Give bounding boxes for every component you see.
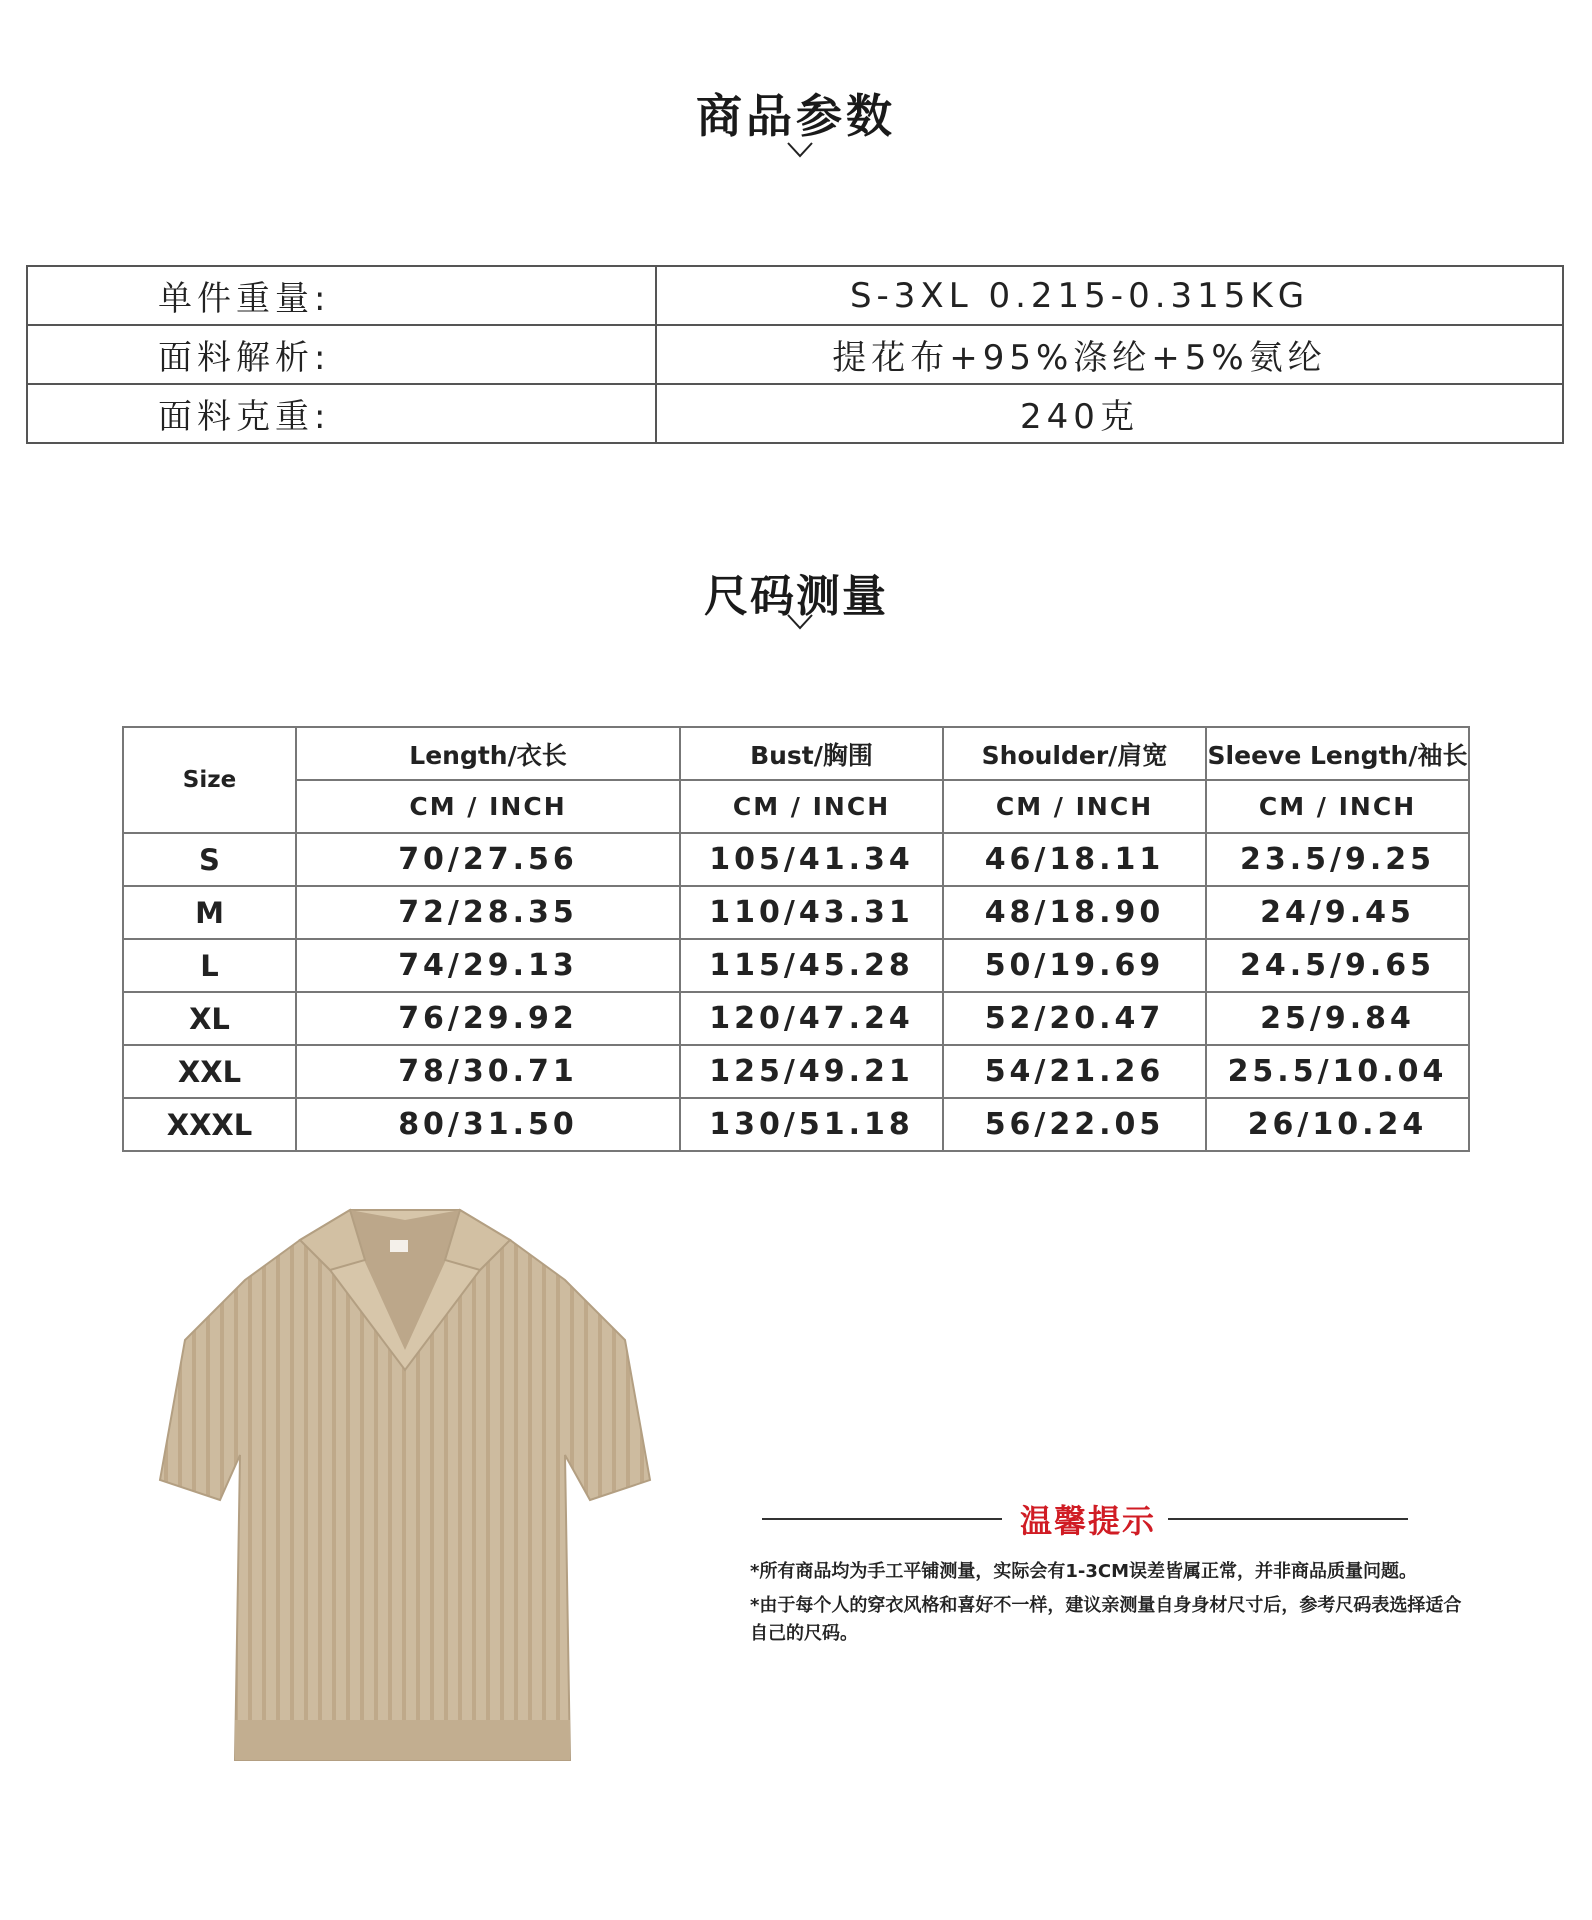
params-row bbox=[27, 266, 1563, 325]
chevron-down-icon bbox=[786, 612, 814, 640]
params-title: 商品参数 bbox=[696, 89, 896, 143]
table-cell: 54/21.26 bbox=[943, 1045, 1206, 1098]
table-cell: 52/20.47 bbox=[943, 992, 1206, 1045]
table-cell: 24.5/9.65 bbox=[1206, 939, 1469, 992]
table-cell: 24/9.45 bbox=[1206, 886, 1469, 939]
unit-label: CM / INCH bbox=[943, 780, 1206, 833]
params-table bbox=[26, 265, 1564, 444]
table-row bbox=[123, 886, 1469, 939]
unit-label: CM / INCH bbox=[680, 780, 943, 833]
tips-title: 温馨提示 bbox=[1020, 1502, 1157, 1540]
size-chart-table bbox=[122, 726, 1470, 1152]
size-title: 尺码测量 bbox=[704, 571, 888, 622]
table-cell: 76/29.92 bbox=[296, 992, 680, 1045]
tip-line: *所有商品均为手工平铺测量，实际会有1-3CM误差皆属正常，并非商品质量问题。 bbox=[750, 1561, 1418, 1582]
divider bbox=[1168, 1518, 1408, 1520]
param-value: 240克 bbox=[656, 384, 1563, 443]
table-cell: 70/27.56 bbox=[296, 833, 680, 886]
table-cell: 80/31.50 bbox=[296, 1098, 680, 1151]
size-label: M bbox=[123, 886, 296, 939]
chevron-down-icon bbox=[786, 140, 814, 168]
table-cell: 23.5/9.25 bbox=[1206, 833, 1469, 886]
size-column-header: Size bbox=[123, 727, 296, 833]
param-value: 提花布+95%涤纶+5%氨纶 bbox=[656, 325, 1563, 384]
params-row bbox=[27, 325, 1563, 384]
param-key: 面料解析: bbox=[27, 325, 656, 384]
size-label: XXL bbox=[123, 1045, 296, 1098]
table-cell: 25.5/10.04 bbox=[1206, 1045, 1469, 1098]
table-cell: 25/9.84 bbox=[1206, 992, 1469, 1045]
table-cell: 130/51.18 bbox=[680, 1098, 943, 1151]
size-label: XXXL bbox=[123, 1098, 296, 1151]
table-row bbox=[123, 1045, 1469, 1098]
table-cell: 115/45.28 bbox=[680, 939, 943, 992]
param-key: 面料克重: bbox=[27, 384, 656, 443]
table-cell: 125/49.21 bbox=[680, 1045, 943, 1098]
table-cell: 46/18.11 bbox=[943, 833, 1206, 886]
table-cell: 105/41.34 bbox=[680, 833, 943, 886]
table-row bbox=[123, 939, 1469, 992]
unit-label: CM / INCH bbox=[296, 780, 680, 833]
table-row bbox=[123, 833, 1469, 886]
size-header-row bbox=[123, 727, 1469, 780]
column-header: Sleeve Length/袖长 bbox=[1206, 727, 1469, 780]
param-key: 单件重量: bbox=[27, 266, 656, 325]
column-header: Bust/胸围 bbox=[680, 727, 943, 780]
unit-label: CM / INCH bbox=[1206, 780, 1469, 833]
table-cell: 110/43.31 bbox=[680, 886, 943, 939]
unit-row bbox=[123, 780, 1469, 833]
size-label: XL bbox=[123, 992, 296, 1045]
param-value: S-3XL 0.215-0.315KG bbox=[656, 266, 1563, 325]
size-label: S bbox=[123, 833, 296, 886]
size-label: L bbox=[123, 939, 296, 992]
table-cell: 48/18.90 bbox=[943, 886, 1206, 939]
divider bbox=[762, 1518, 1002, 1520]
table-cell: 72/28.35 bbox=[296, 886, 680, 939]
table-cell: 56/22.05 bbox=[943, 1098, 1206, 1151]
table-cell: 26/10.24 bbox=[1206, 1098, 1469, 1151]
table-row bbox=[123, 1098, 1469, 1151]
column-header: Length/衣长 bbox=[296, 727, 680, 780]
table-cell: 78/30.71 bbox=[296, 1045, 680, 1098]
table-cell: 120/47.24 bbox=[680, 992, 943, 1045]
tip-line: *由于每个人的穿衣风格和喜好不一样，建议亲测量自身身材尺寸后，参考尺码表选择适合自己的尺码。 bbox=[750, 1595, 1462, 1644]
table-cell: 50/19.69 bbox=[943, 939, 1206, 992]
column-header: Shoulder/肩宽 bbox=[943, 727, 1206, 780]
params-row bbox=[27, 384, 1563, 443]
polo-shirt-image bbox=[150, 1200, 670, 1800]
table-row bbox=[123, 992, 1469, 1045]
table-cell: 74/29.13 bbox=[296, 939, 680, 992]
